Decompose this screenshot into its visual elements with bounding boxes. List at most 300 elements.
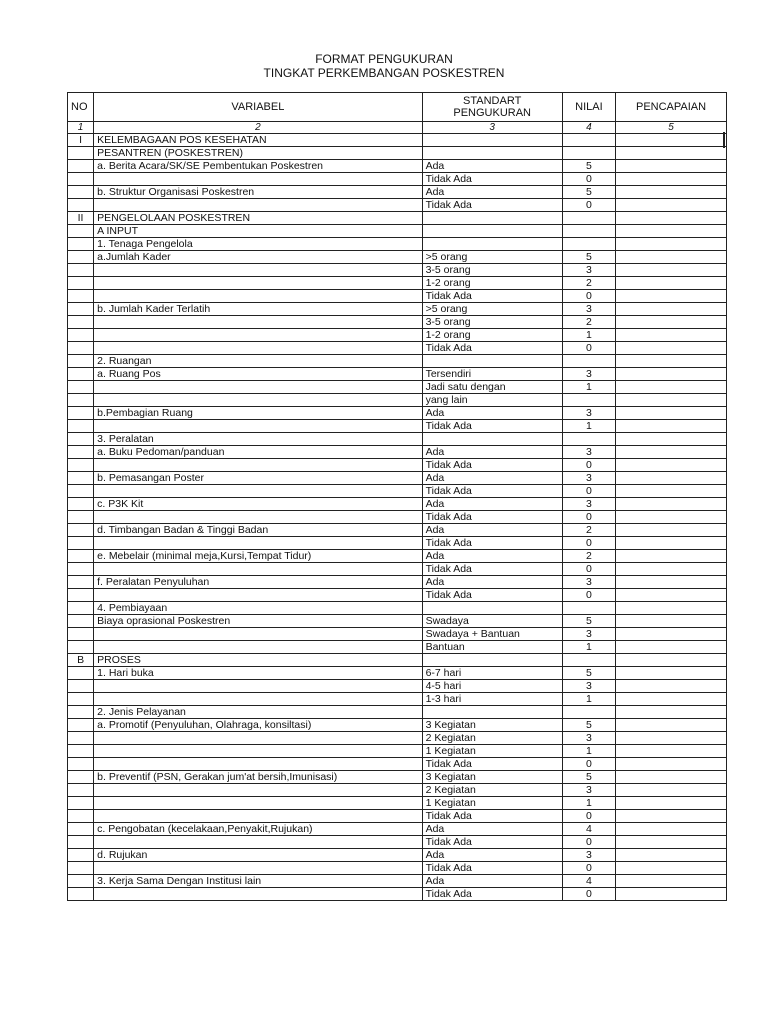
pencapaian-cell: [616, 407, 727, 420]
table-row: [68, 576, 727, 589]
table-row: [68, 290, 727, 303]
variabel-cell: PESANTREN (POSKESTREN): [94, 147, 422, 160]
nilai-cell: [562, 433, 615, 446]
row-number-cell: [68, 732, 94, 745]
nilai-cell: 0: [562, 199, 615, 212]
variabel-cell: b. Preventif (PSN, Gerakan jum'at bersih,Imunisasi): [94, 771, 422, 784]
nilai-cell: 0: [562, 810, 615, 823]
standart-cell: Tidak Ada: [422, 836, 562, 849]
pencapaian-cell: [616, 238, 727, 251]
nilai-cell: 1: [562, 641, 615, 654]
table-row: [68, 134, 727, 147]
pencapaian-cell: [616, 771, 727, 784]
table-row: [68, 888, 727, 901]
nilai-cell: 0: [562, 563, 615, 576]
row-number-cell: [68, 446, 94, 459]
nilai-cell: 2: [562, 524, 615, 537]
index-cell: 4: [562, 122, 615, 134]
table-body: [68, 134, 727, 901]
pencapaian-cell: [616, 485, 727, 498]
table-row: [68, 498, 727, 511]
pencapaian-cell: [616, 706, 727, 719]
header-row: [68, 93, 727, 122]
table-row: [68, 355, 727, 368]
table-row: [68, 303, 727, 316]
nilai-cell: [562, 654, 615, 667]
nilai-cell: [562, 355, 615, 368]
nilai-cell: 1: [562, 693, 615, 706]
variabel-cell: [94, 641, 422, 654]
pencapaian-cell: [616, 511, 727, 524]
table-row: [68, 563, 727, 576]
table-row: [68, 407, 727, 420]
standart-cell: >5 orang: [422, 251, 562, 264]
row-number-cell: [68, 615, 94, 628]
table-row: [68, 446, 727, 459]
standart-cell: 3-5 orang: [422, 264, 562, 277]
header-nilai: NILAI: [562, 93, 615, 122]
nilai-cell: 5: [562, 186, 615, 199]
standart-cell: Swadaya: [422, 615, 562, 628]
variabel-cell: f. Peralatan Penyuluhan: [94, 576, 422, 589]
standart-cell: Ada: [422, 472, 562, 485]
variabel-cell: 1. Hari buka: [94, 667, 422, 680]
pencapaian-cell: [616, 173, 727, 186]
row-number-cell: [68, 147, 94, 160]
nilai-cell: 3: [562, 576, 615, 589]
nilai-cell: 0: [562, 290, 615, 303]
standart-cell: 3 Kegiatan: [422, 719, 562, 732]
nilai-cell: 0: [562, 511, 615, 524]
pencapaian-cell: [616, 758, 727, 771]
standart-cell: Ada: [422, 186, 562, 199]
standart-cell: [422, 147, 562, 160]
row-number-cell: [68, 303, 94, 316]
pencapaian-cell: [616, 550, 727, 563]
pencapaian-cell: [616, 459, 727, 472]
standart-cell: Tidak Ada: [422, 810, 562, 823]
pencapaian-cell: [616, 745, 727, 758]
table-row: [68, 212, 727, 225]
pencapaian-cell: [616, 264, 727, 277]
table-row: [68, 329, 727, 342]
standart-cell: Tersendiri: [422, 368, 562, 381]
pencapaian-cell: [616, 732, 727, 745]
standart-cell: Tidak Ada: [422, 589, 562, 602]
variabel-cell: [94, 888, 422, 901]
table-row: [68, 810, 727, 823]
standart-cell: yang lain: [422, 394, 562, 407]
standart-cell: [422, 355, 562, 368]
variabel-cell: 1. Tenaga Pengelola: [94, 238, 422, 251]
pencapaian-cell: [616, 797, 727, 810]
column-index-row: [68, 122, 727, 134]
standart-cell: Bantuan: [422, 641, 562, 654]
variabel-cell: A INPUT: [94, 225, 422, 238]
table-row: [68, 693, 727, 706]
row-number-cell: [68, 550, 94, 563]
variabel-cell: 4. Pembiayaan: [94, 602, 422, 615]
table-row: [68, 537, 727, 550]
nilai-cell: 5: [562, 615, 615, 628]
variabel-cell: [94, 420, 422, 433]
pencapaian-cell: [616, 693, 727, 706]
variabel-cell: 2. Jenis Pelayanan: [94, 706, 422, 719]
standart-cell: Ada: [422, 524, 562, 537]
nilai-cell: [562, 238, 615, 251]
row-number-cell: [68, 524, 94, 537]
index-cell: 1: [68, 122, 94, 134]
row-number-cell: II: [68, 212, 94, 225]
standart-cell: Ada: [422, 550, 562, 563]
index-cell: 5: [616, 122, 727, 134]
row-number-cell: [68, 160, 94, 173]
row-number-cell: [68, 225, 94, 238]
nilai-cell: 0: [562, 758, 615, 771]
table-row: [68, 797, 727, 810]
pencapaian-cell: [616, 472, 727, 485]
nilai-cell: 0: [562, 459, 615, 472]
standart-cell: 3-5 orang: [422, 316, 562, 329]
table-row: [68, 849, 727, 862]
nilai-cell: 1: [562, 381, 615, 394]
pencapaian-cell: [616, 290, 727, 303]
table-row: [68, 459, 727, 472]
standart-cell: Tidak Ada: [422, 199, 562, 212]
row-number-cell: [68, 355, 94, 368]
row-number-cell: [68, 407, 94, 420]
standart-cell: [422, 706, 562, 719]
nilai-cell: 3: [562, 368, 615, 381]
pencapaian-cell: [616, 849, 727, 862]
standart-cell: [422, 225, 562, 238]
nilai-cell: 3: [562, 628, 615, 641]
pencapaian-cell: [616, 212, 727, 225]
table-row: [68, 680, 727, 693]
pencapaian-cell: [616, 316, 727, 329]
standart-cell: 1-2 orang: [422, 329, 562, 342]
pencapaian-cell: [616, 186, 727, 199]
row-number-cell: [68, 186, 94, 199]
row-number-cell: [68, 797, 94, 810]
pencapaian-cell: [616, 628, 727, 641]
table-row: [68, 745, 727, 758]
pencapaian-cell: [616, 420, 727, 433]
variabel-cell: a. Ruang Pos: [94, 368, 422, 381]
document-title-line1: FORMAT PENGUKURAN: [315, 52, 453, 66]
row-number-cell: [68, 602, 94, 615]
table-row: [68, 485, 727, 498]
nilai-cell: 1: [562, 797, 615, 810]
row-number-cell: [68, 394, 94, 407]
variabel-cell: [94, 758, 422, 771]
standart-cell: Ada: [422, 576, 562, 589]
pencapaian-cell: [616, 875, 727, 888]
variabel-cell: [94, 485, 422, 498]
variabel-cell: PENGELOLAAN POSKESTREN: [94, 212, 422, 225]
table-row: [68, 147, 727, 160]
table-row: [68, 368, 727, 381]
index-cell: 3: [422, 122, 562, 134]
nilai-cell: 5: [562, 667, 615, 680]
table-row: [68, 589, 727, 602]
table-row: [68, 784, 727, 797]
pencapaian-cell: [616, 524, 727, 537]
table-row: [68, 160, 727, 173]
row-number-cell: [68, 693, 94, 706]
pencapaian-cell: [616, 147, 727, 160]
standart-cell: 1-2 orang: [422, 277, 562, 290]
pencapaian-cell: [616, 537, 727, 550]
standart-cell: Swadaya + Bantuan: [422, 628, 562, 641]
row-number-cell: [68, 485, 94, 498]
variabel-cell: Biaya oprasional Poskestren: [94, 615, 422, 628]
variabel-cell: c. P3K Kit: [94, 498, 422, 511]
table-row: [68, 199, 727, 212]
pencapaian-cell: [616, 446, 727, 459]
row-number-cell: [68, 433, 94, 446]
document-title-line2: TINGKAT PERKEMBANGAN POSKESTREN: [263, 66, 505, 80]
pencapaian-cell: [616, 329, 727, 342]
standart-cell: Tidak Ada: [422, 290, 562, 303]
pencapaian-cell: [616, 381, 727, 394]
pencapaian-cell: [616, 160, 727, 173]
variabel-cell: a. Promotif (Penyuluhan, Olahraga, konsiltasi): [94, 719, 422, 732]
row-number-cell: [68, 758, 94, 771]
nilai-cell: 3: [562, 407, 615, 420]
variabel-cell: b. Pemasangan Poster: [94, 472, 422, 485]
nilai-cell: 5: [562, 771, 615, 784]
table-row: [68, 758, 727, 771]
pencapaian-cell: [616, 784, 727, 797]
variabel-cell: [94, 797, 422, 810]
row-number-cell: [68, 706, 94, 719]
pencapaian-cell: [616, 342, 727, 355]
pencapaian-cell: [616, 355, 727, 368]
table-row: [68, 602, 727, 615]
variabel-cell: [94, 394, 422, 407]
row-number-cell: [68, 680, 94, 693]
pencapaian-cell: [616, 810, 727, 823]
row-number-cell: [68, 849, 94, 862]
table-row: [68, 238, 727, 251]
index-cell: 2: [94, 122, 422, 134]
variabel-cell: [94, 381, 422, 394]
nilai-cell: [562, 147, 615, 160]
nilai-cell: 1: [562, 420, 615, 433]
table-row: [68, 628, 727, 641]
nilai-cell: [562, 134, 615, 147]
nilai-cell: 5: [562, 160, 615, 173]
nilai-cell: 3: [562, 732, 615, 745]
table-row: [68, 472, 727, 485]
standart-cell: 6-7 hari: [422, 667, 562, 680]
table-row: [68, 654, 727, 667]
pencapaian-cell: [616, 719, 727, 732]
table-row: [68, 667, 727, 680]
pencapaian-cell: [616, 251, 727, 264]
pencapaian-cell: [616, 277, 727, 290]
standart-cell: Ada: [422, 849, 562, 862]
standart-cell: 3 Kegiatan: [422, 771, 562, 784]
standart-cell: Tidak Ada: [422, 420, 562, 433]
variabel-cell: b. Jumlah Kader Terlatih: [94, 303, 422, 316]
nilai-cell: 3: [562, 498, 615, 511]
variabel-cell: [94, 836, 422, 849]
nilai-cell: 3: [562, 446, 615, 459]
nilai-cell: 1: [562, 329, 615, 342]
standart-cell: [422, 602, 562, 615]
table-row: [68, 251, 727, 264]
nilai-cell: 3: [562, 264, 615, 277]
variabel-cell: d. Timbangan Badan & Tinggi Badan: [94, 524, 422, 537]
pencapaian-cell: [616, 615, 727, 628]
standart-cell: Ada: [422, 823, 562, 836]
table-row: [68, 342, 727, 355]
standart-cell: Tidak Ada: [422, 459, 562, 472]
row-number-cell: [68, 667, 94, 680]
variabel-cell: 2. Ruangan: [94, 355, 422, 368]
nilai-cell: 0: [562, 342, 615, 355]
standart-cell: Tidak Ada: [422, 173, 562, 186]
standart-cell: Ada: [422, 160, 562, 173]
pencapaian-cell: [616, 576, 727, 589]
row-number-cell: [68, 888, 94, 901]
row-number-cell: [68, 589, 94, 602]
row-number-cell: [68, 563, 94, 576]
variabel-cell: [94, 264, 422, 277]
nilai-cell: 5: [562, 251, 615, 264]
variabel-cell: [94, 589, 422, 602]
variabel-cell: [94, 862, 422, 875]
variabel-cell: KELEMBAGAAN POS KESEHATAN: [94, 134, 422, 147]
row-number-cell: [68, 498, 94, 511]
page-edge-mark: [723, 132, 725, 148]
standart-cell: Tidak Ada: [422, 511, 562, 524]
row-number-cell: [68, 862, 94, 875]
pencapaian-cell: [616, 433, 727, 446]
row-number-cell: [68, 628, 94, 641]
table-row: [68, 862, 727, 875]
table-row: [68, 173, 727, 186]
nilai-cell: 3: [562, 784, 615, 797]
row-number-cell: [68, 264, 94, 277]
standart-cell: [422, 212, 562, 225]
standart-cell: Tidak Ada: [422, 485, 562, 498]
pencapaian-cell: [616, 134, 727, 147]
standart-cell: Tidak Ada: [422, 342, 562, 355]
row-number-cell: [68, 368, 94, 381]
pencapaian-cell: [616, 303, 727, 316]
variabel-cell: 3. Peralatan: [94, 433, 422, 446]
variabel-cell: [94, 290, 422, 303]
variabel-cell: [94, 784, 422, 797]
standart-cell: Ada: [422, 407, 562, 420]
variabel-cell: b.Pembagian Ruang: [94, 407, 422, 420]
nilai-cell: 0: [562, 836, 615, 849]
table-row: [68, 875, 727, 888]
nilai-cell: [562, 225, 615, 238]
row-number-cell: [68, 641, 94, 654]
pencapaian-cell: [616, 368, 727, 381]
table-row: [68, 706, 727, 719]
row-number-cell: [68, 277, 94, 290]
row-number-cell: [68, 537, 94, 550]
standart-cell: Tidak Ada: [422, 888, 562, 901]
table-row: [68, 277, 727, 290]
pencapaian-cell: [616, 836, 727, 849]
row-number-cell: [68, 511, 94, 524]
row-number-cell: [68, 875, 94, 888]
row-number-cell: [68, 342, 94, 355]
variabel-cell: [94, 459, 422, 472]
nilai-cell: 2: [562, 550, 615, 563]
pencapaian-cell: [616, 199, 727, 212]
row-number-cell: [68, 745, 94, 758]
pencapaian-cell: [616, 888, 727, 901]
variabel-cell: [94, 511, 422, 524]
nilai-cell: 4: [562, 823, 615, 836]
standart-cell: [422, 134, 562, 147]
variabel-cell: [94, 693, 422, 706]
table-row: [68, 615, 727, 628]
row-number-cell: [68, 420, 94, 433]
pencapaian-cell: [616, 823, 727, 836]
pencapaian-cell: [616, 862, 727, 875]
variabel-cell: [94, 199, 422, 212]
variabel-cell: a. Buku Pedoman/panduan: [94, 446, 422, 459]
nilai-cell: 3: [562, 303, 615, 316]
variabel-cell: b. Struktur Organisasi Poskestren: [94, 186, 422, 199]
table-row: [68, 719, 727, 732]
nilai-cell: 1: [562, 745, 615, 758]
row-number-cell: [68, 251, 94, 264]
standart-cell: Tidak Ada: [422, 862, 562, 875]
row-number-cell: [68, 836, 94, 849]
row-number-cell: [68, 576, 94, 589]
pencapaian-cell: [616, 498, 727, 511]
table-row: [68, 771, 727, 784]
pencapaian-cell: [616, 589, 727, 602]
pencapaian-cell: [616, 641, 727, 654]
row-number-cell: [68, 823, 94, 836]
table-row: [68, 264, 727, 277]
table-row: [68, 433, 727, 446]
standart-cell: Tidak Ada: [422, 563, 562, 576]
pencapaian-cell: [616, 667, 727, 680]
nilai-cell: 3: [562, 680, 615, 693]
nilai-cell: [562, 212, 615, 225]
row-number-cell: [68, 771, 94, 784]
row-number-cell: [68, 472, 94, 485]
variabel-cell: [94, 563, 422, 576]
nilai-cell: 0: [562, 589, 615, 602]
header-no: NO: [68, 93, 94, 122]
nilai-cell: 0: [562, 888, 615, 901]
table-row: [68, 420, 727, 433]
pencapaian-cell: [616, 225, 727, 238]
variabel-cell: 3. Kerja Sama Dengan Institusi lain: [94, 875, 422, 888]
variabel-cell: [94, 732, 422, 745]
row-number-cell: [68, 784, 94, 797]
standart-cell: >5 orang: [422, 303, 562, 316]
standart-cell: 1 Kegiatan: [422, 797, 562, 810]
standart-cell: Ada: [422, 875, 562, 888]
nilai-cell: 5: [562, 719, 615, 732]
variabel-cell: [94, 173, 422, 186]
table-row: [68, 732, 727, 745]
pencapaian-cell: [616, 654, 727, 667]
